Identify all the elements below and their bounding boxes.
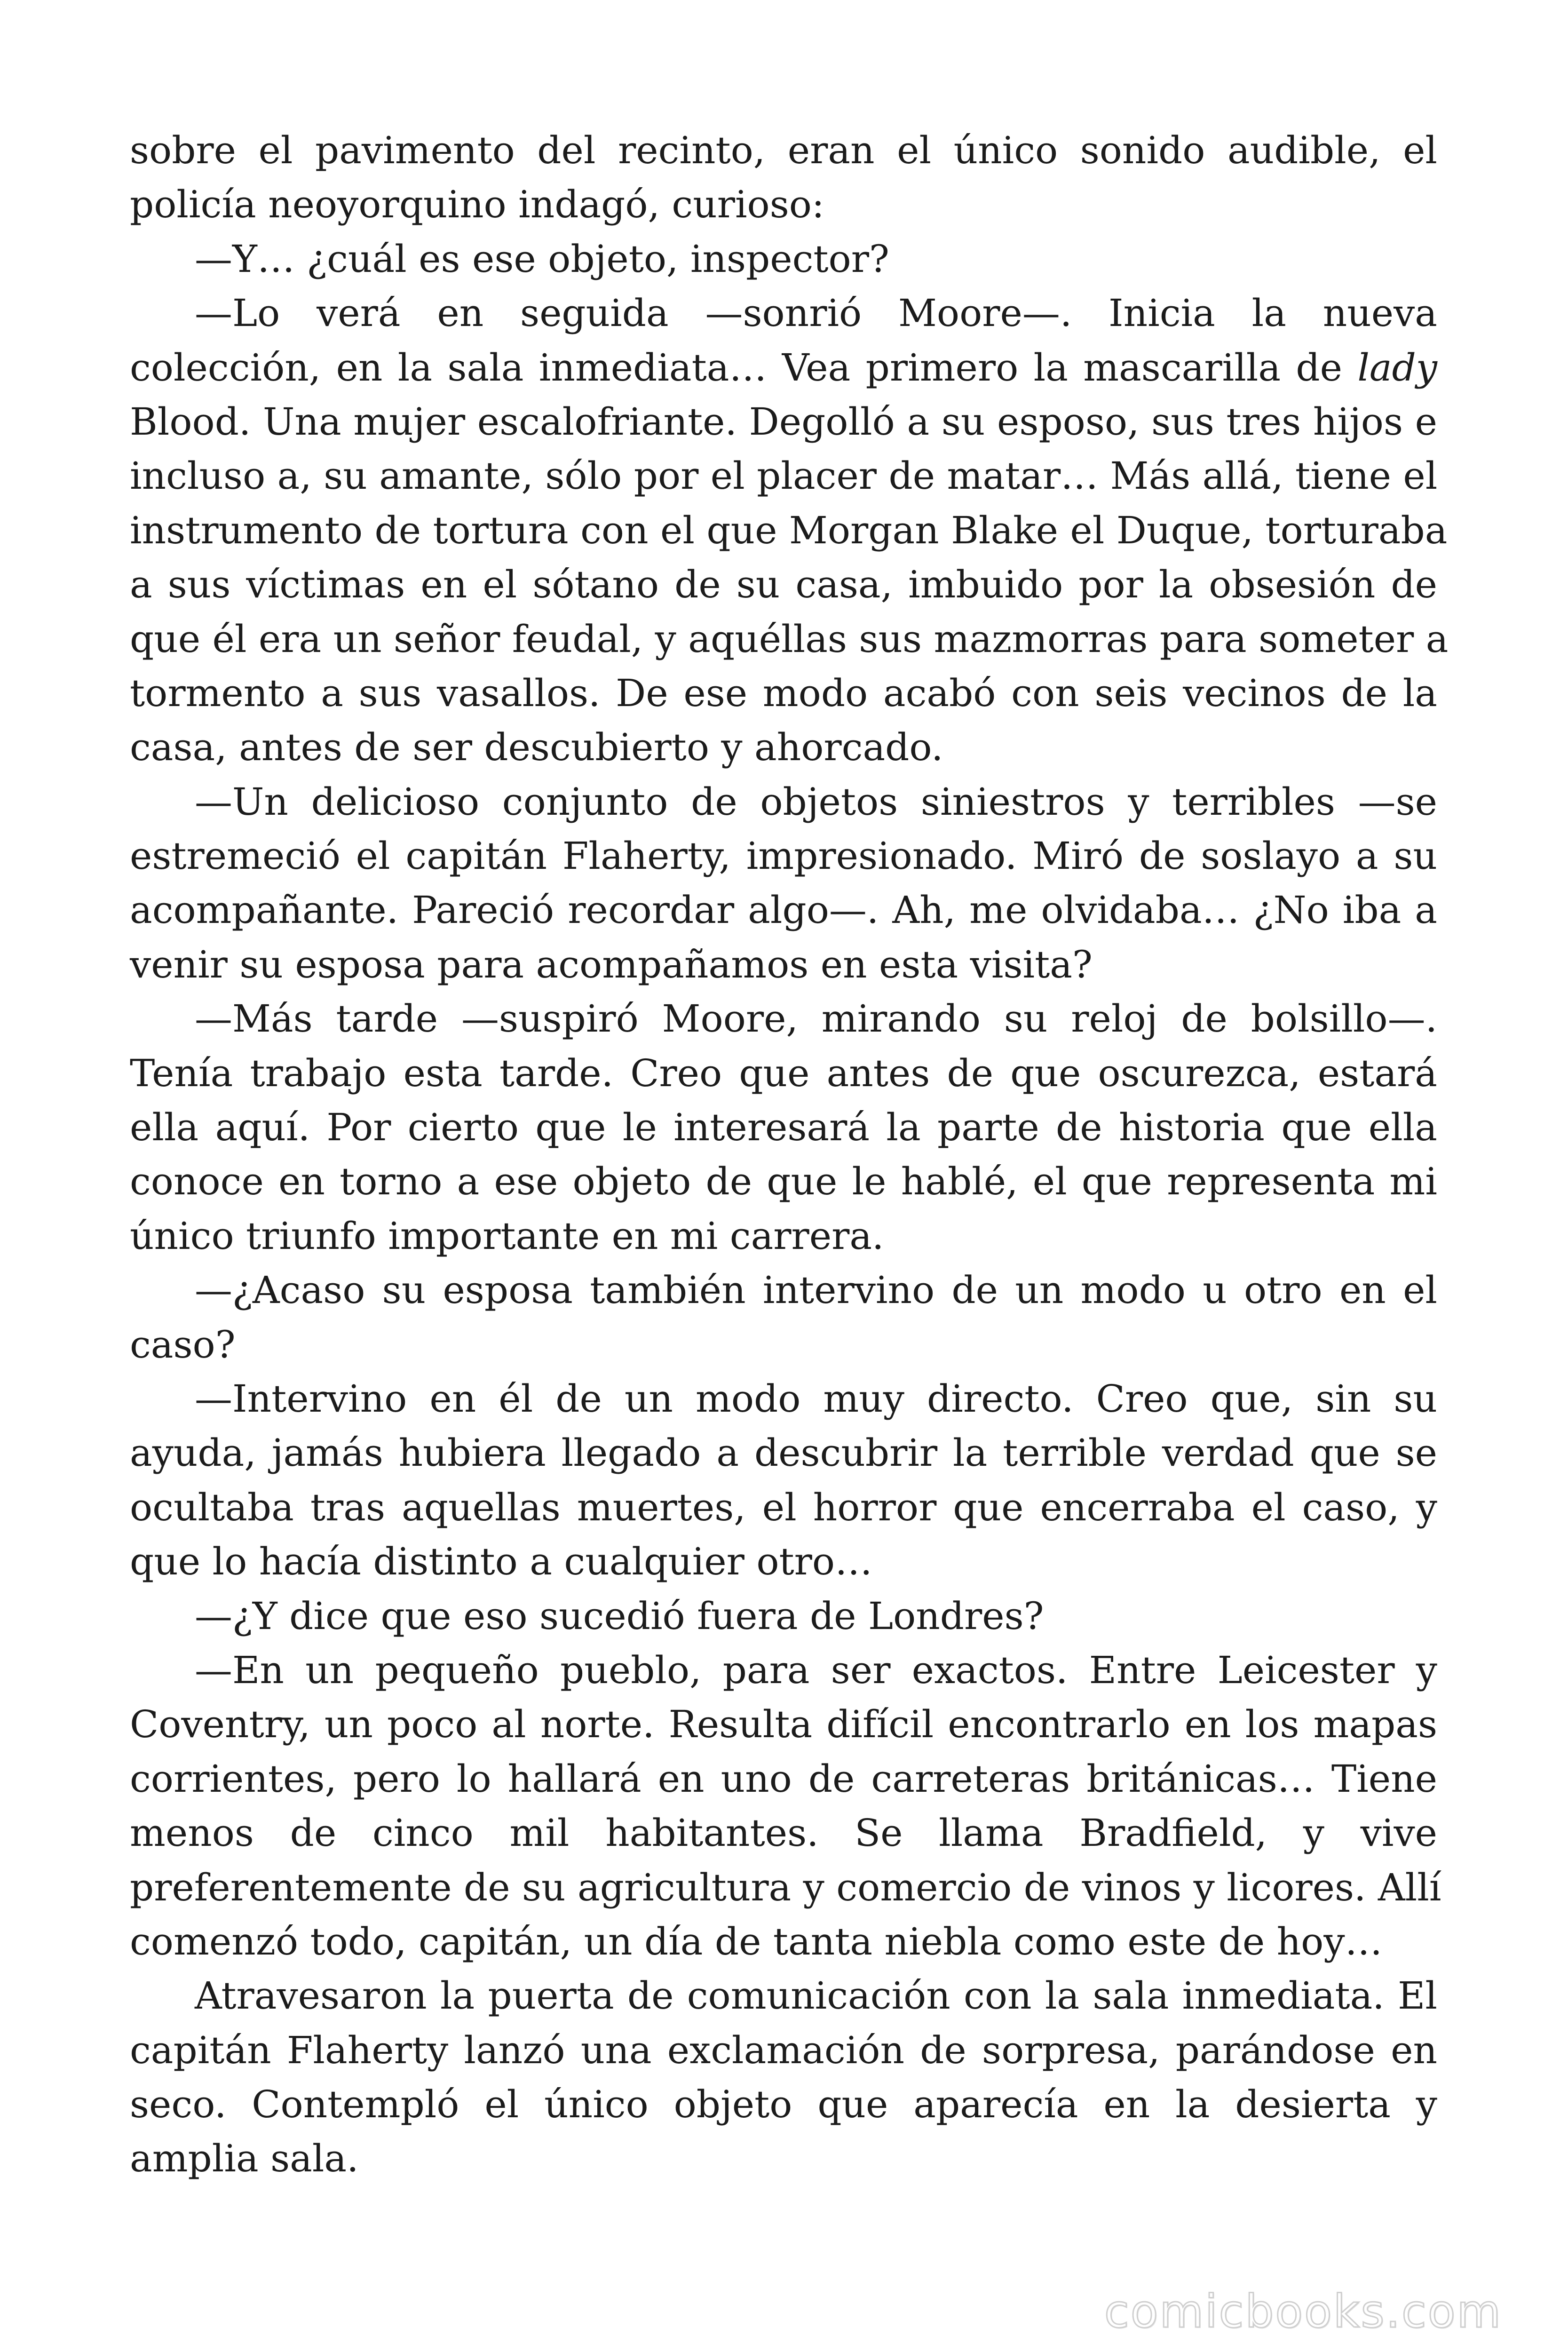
- text-line: instrumento de tortura con el que Morgan Blake el Duque, torturaba: [130, 508, 1448, 552]
- text-line: ocultaba tras aquellas muertes, el horror que encerraba el caso, y: [130, 1485, 1437, 1529]
- watermark-logo: comicbooks.com: [1104, 2285, 1502, 2338]
- text-line: menos de cinco mil habitantes. Se llama Bradfield, y vive: [130, 1811, 1437, 1855]
- text-line: estremeció el capitán Flaherty, impresionado. Miró de soslayo a su: [130, 834, 1437, 878]
- text-line: incluso a, su amante, sólo por el placer de matar… Más allá, tiene el: [130, 454, 1438, 498]
- text-line: comenzó todo, capitán, un día de tanta niebla como este de hoy…: [130, 1919, 1383, 1963]
- text-line: seco. Contempló el único objeto que aparecía en la desierta y: [130, 2082, 1437, 2127]
- text-line: ella aquí. Por cierto que le interesará la parte de historia que ella: [130, 1105, 1437, 1150]
- text-line: Blood. Una mujer escalofriante. Degolló a su esposo, sus tres hijos e: [130, 399, 1437, 444]
- text-line: caso?: [130, 1322, 236, 1367]
- text-line: —¿Y dice que eso sucedió fuera de Londres?: [195, 1594, 1044, 1638]
- text-line: amplia sala.: [130, 2137, 359, 2181]
- text-line: —Un delicioso conjunto de objetos siniestros y terribles —se: [195, 779, 1437, 824]
- text-line: preferentemente de su agricultura y comercio de vinos y licores. Allí: [130, 1865, 1441, 1909]
- text-line: que lo hacía distinto a cualquier otro…: [130, 1540, 873, 1584]
- text-line: sobre el pavimento del recinto, eran el único sonido audible, el: [130, 128, 1437, 172]
- body-text: [130, 123, 1449, 2186]
- text-line: venir su esposa para acompañamos en esta visita?: [130, 942, 1093, 986]
- text-line: —En un pequeño pueblo, para ser exactos. Entre Leicester y: [195, 1648, 1437, 1692]
- text-line: —¿Acaso su esposa también intervino de un modo u otro en el: [195, 1268, 1437, 1312]
- text-line: Tenía trabajo esta tarde. Creo que antes de que oscurezca, estará: [130, 1051, 1437, 1095]
- text-line: [130, 341, 1437, 395]
- text-line: tormento a sus vasallos. De ese modo acabó con seis vecinos de la: [130, 671, 1437, 715]
- text-line: acompañante. Pareció recordar algo—. Ah, me olvidaba… ¿No iba a: [130, 888, 1437, 932]
- text-line-content: colección, en la sala inmediata… Vea primero la mascarilla de lady: [130, 345, 1437, 389]
- text-line: ayuda, jamás hubiera llegado a descubrir la terrible verdad que se: [130, 1431, 1437, 1475]
- text-line: —Y… ¿cuál es ese objeto, inspector?: [195, 237, 889, 281]
- text-line: corrientes, pero lo hallará en uno de carreteras británicas… Tiene: [130, 1756, 1437, 1801]
- text-line: capitán Flaherty lanzó una exclamación de sorpresa, parándose en: [130, 2028, 1437, 2072]
- italic-word: lady: [1357, 345, 1437, 389]
- text-line: único triunfo importante en mi carrera.: [130, 1214, 884, 1258]
- text-line: —Intervino en él de un modo muy directo. Creo que, sin su: [195, 1376, 1437, 1421]
- text-line: conoce en torno a ese objeto de que le hablé, el que representa mi: [130, 1160, 1437, 1204]
- text-line: —Más tarde —suspiró Moore, mirando su reloj de bolsillo—.: [195, 997, 1437, 1041]
- text-line: Coventry, un poco al norte. Resulta difícil encontrarlo en los mapas: [130, 1702, 1437, 1747]
- text-line: casa, antes de ser descubierto y ahorcado.: [130, 725, 943, 770]
- text-line: que él era un señor feudal, y aquéllas sus mazmorras para someter a: [130, 617, 1449, 661]
- text-line: —Lo verá en seguida —sonrió Moore—. Inicia la nueva: [195, 291, 1437, 335]
- text-line: policía neoyorquino indagó, curioso:: [130, 183, 824, 227]
- text-line: Atravesaron la puerta de comunicación con la sala inmediata. El: [195, 1974, 1437, 2018]
- text-line: a sus víctimas en el sótano de su casa, imbuido por la obsesión de: [130, 563, 1437, 607]
